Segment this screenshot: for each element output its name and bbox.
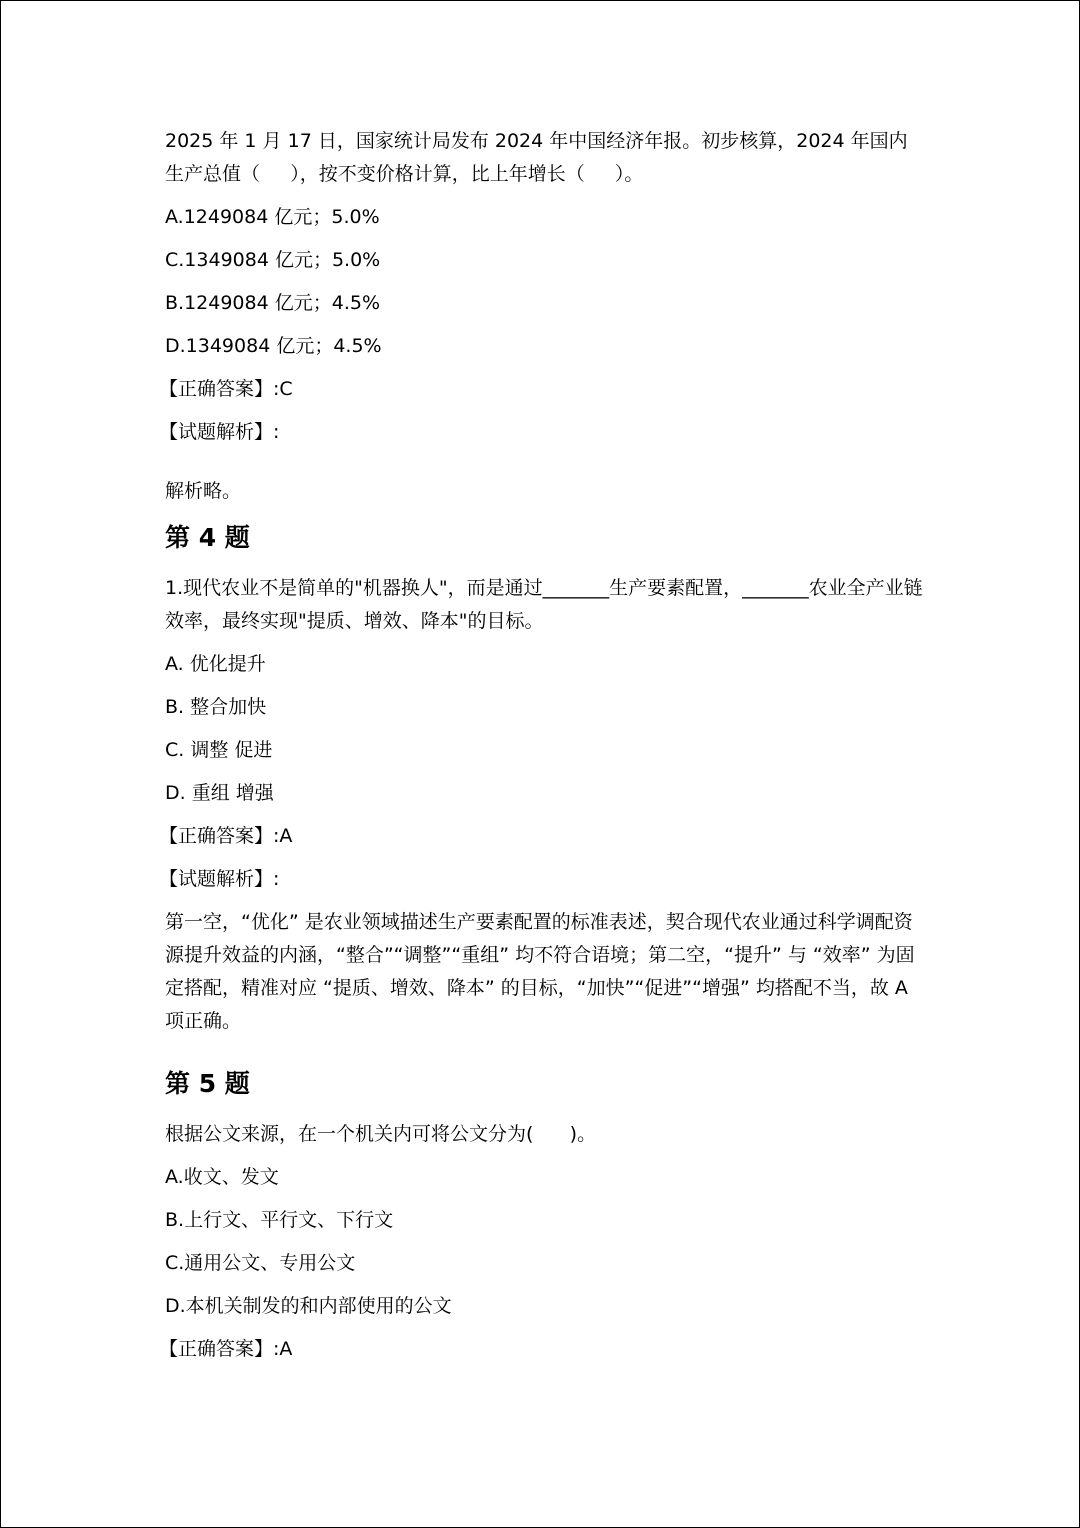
question-5-option-d: D.本机关制发的和内部使用的公文: [165, 1295, 452, 1317]
question-3-option-c: C.1349084 亿元；5.0%: [165, 249, 381, 271]
question-5-stem: 根据公文来源，在一个机关内可将公文分为( )。: [165, 1123, 597, 1145]
question-3-option-d: D.1349084 亿元；4.5%: [165, 335, 382, 357]
question-5-answer: 【正确答案】:A: [159, 1338, 293, 1360]
question-4-stem: 1.现代农业不是简单的"机器换人"，而是通过_______生产要素配置，_______农业全产业链效率，最终实现"提质、增效、降本"的目标。: [165, 577, 923, 632]
question-4-answer: 【正确答案】:A: [159, 825, 293, 847]
question-4: [159, 518, 925, 1064]
question-3-analysis-label: 【试题解析】:: [159, 421, 280, 443]
question-4-option-c: C. 调整 促进: [165, 739, 273, 761]
page-content: [159, 125, 925, 1376]
question-4-option-a: A. 优化提升: [165, 653, 266, 675]
question-5-option-c: C.通用公文、专用公文: [165, 1252, 356, 1274]
question-3-stem: 2025 年 1 月 17 日，国家统计局发布 2024 年中国经济年报。初步核算，2024 年国内生产总值（ ），按不变价格计算，比上年增长（ ）。: [165, 130, 908, 185]
question-5: [159, 1064, 925, 1366]
question-4-option-b: B. 整合加快: [165, 696, 267, 718]
question-5-option-b: B.上行文、平行文、下行文: [165, 1209, 394, 1231]
question-4-analysis-label: 【试题解析】:: [159, 868, 280, 890]
question-4-analysis: 第一空，“优化” 是农业领域描述生产要素配置的标准表述，契合现代农业通过科学调配资源提升效益的内涵，“整合”“调整”“重组” 均不符合语境；第二空，“提升” 与 “效率” 为固定搭配，精准对应 “提质、增效、降本” 的目标，“加快”“促进”“增强” 均搭配不当，故 A 项正确。: [165, 911, 915, 1032]
question-4-heading: 第 4 题: [165, 523, 250, 552]
question-3-answer: 【正确答案】:C: [159, 378, 293, 400]
question-3: [159, 125, 925, 508]
question-3-option-a: A.1249084 亿元；5.0%: [165, 206, 380, 228]
question-5-option-a: A.收文、发文: [165, 1166, 279, 1188]
question-3-option-b: B.1249084 亿元；4.5%: [165, 292, 381, 314]
question-4-option-d: D. 重组 增强: [165, 782, 274, 804]
question-3-analysis: 解析略。: [165, 480, 242, 502]
question-5-heading: 第 5 题: [165, 1069, 250, 1098]
